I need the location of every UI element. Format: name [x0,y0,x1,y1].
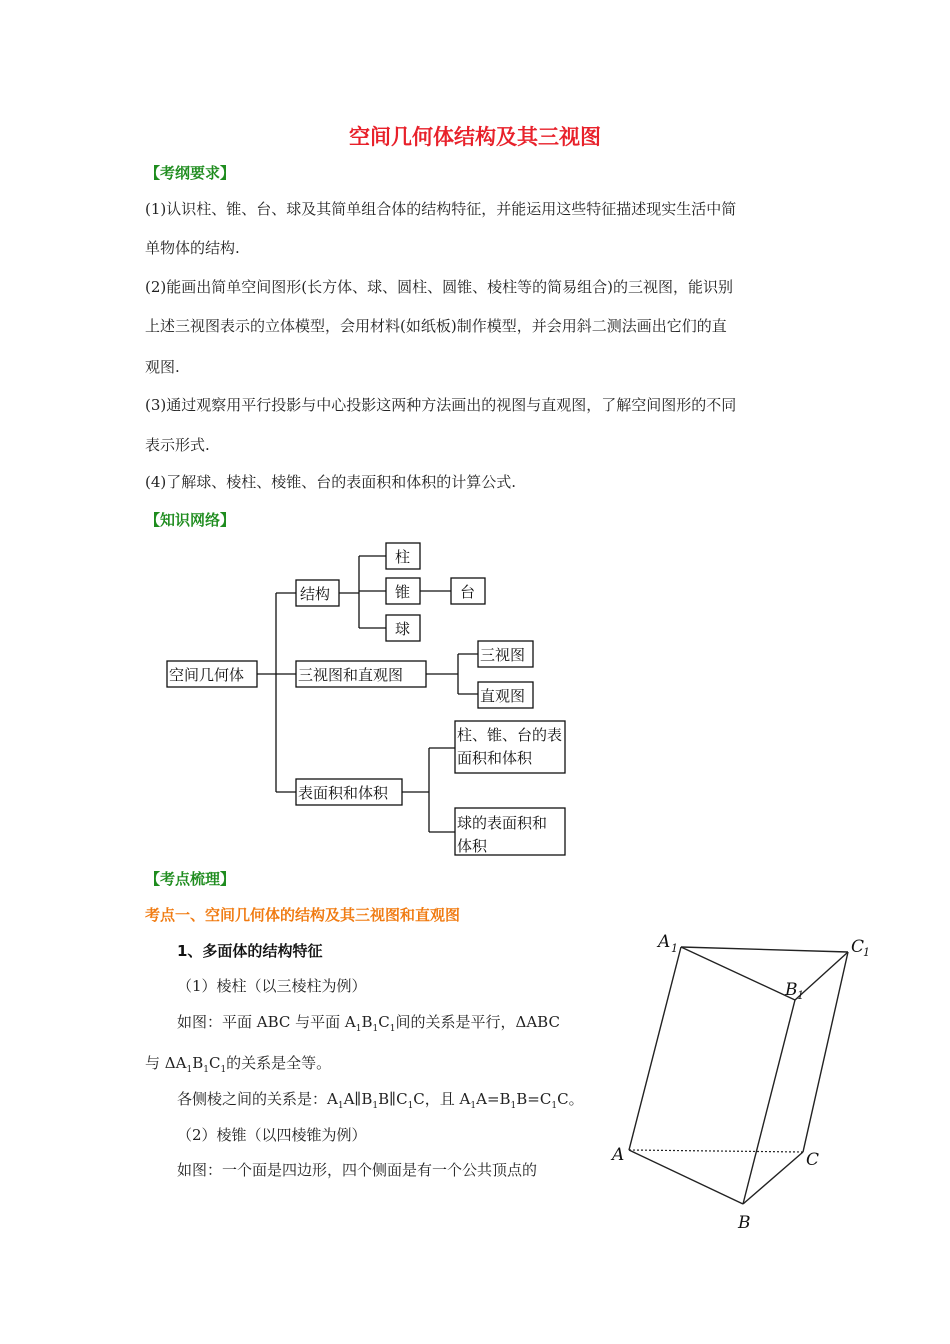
prism-paragraph-line1 [177,1012,560,1039]
requirement-line-2: 单物体的结构. [145,239,240,257]
subheading-polyhedron: 1、多面体的结构特征 [177,942,323,960]
prism-text-b-pre: 与 Δ [145,1054,176,1072]
requirement-line-5: 观图. [145,358,180,376]
prism-text-b-post: 的关系是全等。 [226,1054,332,1072]
node-zhui: 锥 [395,583,411,601]
label-C1-sub: 1 [863,946,870,959]
node-area-prism-line1: 柱、锥、台的表 [457,726,563,744]
label-A: A [612,1145,625,1165]
node-area: 表面积和体积 [298,784,389,802]
requirement-line-7: 表示形式. [145,436,210,454]
node-qiu: 球 [395,620,411,638]
node-structure: 结构 [300,585,331,603]
math-a1b1c1-2: $A_1B_1C_1$ [175,1054,227,1075]
topic-one-heading: 考点一、空间几何体的结构及其三视图和直观图 [145,906,461,924]
section-heading-requirements: 【考纲要求】 [145,164,236,182]
prism-title: （1）棱柱（以三棱柱为例） [177,977,367,995]
node-views: 三视图和直观图 [298,666,404,684]
label-B1: B [785,980,798,1000]
label-B1-sub: 1 [797,989,804,1002]
prism-paragraph-line2 [145,1053,331,1080]
requirement-line-3: (2)能画出简单空间图形(长方体、球、圆柱、圆锥、棱柱等的简易组合)的三视图，能识别 [145,278,733,296]
section-heading-knowledge-network: 【知识网络】 [145,511,236,529]
label-C: C [806,1150,820,1170]
node-area-sphere-line2: 体积 [457,837,488,855]
label-A1: A [658,932,671,952]
edges-paragraph [177,1089,584,1116]
prism-text-a-tail: 间的关系是平行，ΔABC [395,1013,560,1031]
math-a1b1c1: $A_1B_1C_1$ [344,1013,396,1034]
edges-text-pre: 各侧棱之间的关系是： [177,1090,328,1108]
label-B: B [738,1213,751,1233]
node-zhu: 柱 [395,548,411,566]
requirement-line-1: (1)认识柱、锥、台、球及其简单组合体的结构特征，并能运用这些特征描述现实生活中简 [145,200,737,218]
node-tai: 台 [460,583,476,601]
node-intuitive: 直观图 [480,687,526,705]
page-title: 空间几何体结构及其三视图 [349,125,601,149]
node-area-prism-line2: 面积和体积 [457,749,533,767]
node-root: 空间几何体 [169,666,245,684]
requirement-line-6: (3)通过观察用平行投影与中心投影这两种方法画出的视图与直观图，了解空间图形的不同 [145,396,737,414]
section-heading-key-points: 【考点梳理】 [145,870,236,888]
prism-text-a: 如图：平面 ABC 与平面 [177,1013,345,1031]
label-C1: C [851,937,865,957]
label-A1-sub: 1 [671,942,678,955]
node-three-view: 三视图 [480,646,526,664]
requirement-line-4: 上述三视图表示的立体模型，会用材料(如纸板)制作模型，并会用斜二测法画出它们的直 [145,317,727,335]
pyramid-title: （2）棱锥（以四棱锥为例） [177,1126,367,1144]
pyramid-paragraph: 如图：一个面是四边形，四个侧面是有一个公共顶点的 [177,1161,538,1179]
requirement-line-8: (4)了解球、棱柱、棱锥、台的表面积和体积的计算公式. [145,473,517,491]
node-area-sphere-line1: 球的表面积和 [457,814,548,832]
triangular-prism-figure [600,925,900,1235]
math-edges: $A_1A\parallel B_1B\parallel C_1C$，且 $A_1A=B_1B=C_1C$。 [327,1090,584,1111]
